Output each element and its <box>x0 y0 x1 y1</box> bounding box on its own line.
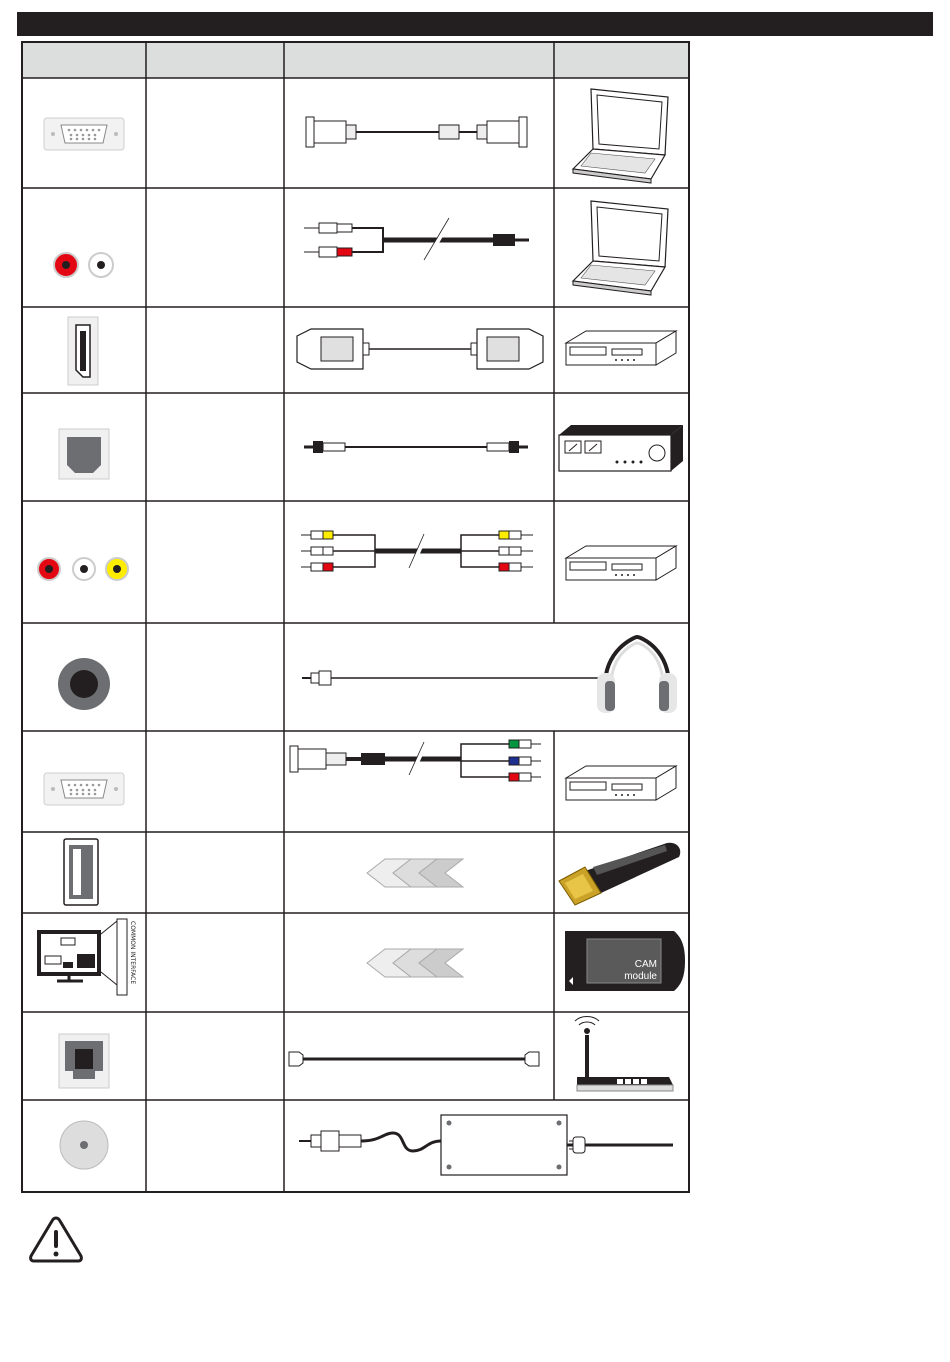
hdmi-port-icon <box>68 317 98 385</box>
insert-arrows-icon <box>367 949 463 977</box>
vga-port-icon <box>44 118 124 150</box>
tv-ci-slot-icon <box>37 919 136 995</box>
ethernet-port-icon <box>59 1034 109 1088</box>
ethernet-cable-icon <box>289 1052 539 1066</box>
dc-in-port-icon <box>60 1121 108 1169</box>
laptop-icon <box>573 201 668 295</box>
power-adapter-icon <box>299 1115 673 1175</box>
optical-cable-icon <box>304 441 528 453</box>
table-border <box>22 42 689 1192</box>
header-bar <box>17 12 933 36</box>
audio-rca-port-icon <box>54 253 113 277</box>
router-icon <box>575 1017 673 1092</box>
cam-label: CAM module <box>624 959 657 982</box>
dvd-player-icon <box>566 546 676 580</box>
headphone-jack-icon <box>58 658 110 710</box>
vga-to-component-cable-icon <box>290 740 541 781</box>
warning-icon <box>27 1214 85 1264</box>
hdmi-cable-icon <box>297 329 543 369</box>
connection-table <box>21 41 690 1193</box>
header-row <box>21 41 690 78</box>
rca-to-jack-cable-icon <box>304 218 529 261</box>
headphone-cable-icon <box>302 671 609 685</box>
dvd-player-icon <box>566 766 676 800</box>
composite-cable-icon <box>301 531 533 571</box>
laptop-icon <box>573 89 668 183</box>
optical-port-icon <box>59 429 109 479</box>
composite-rca-port-icon <box>38 558 128 580</box>
amplifier-icon <box>559 425 683 471</box>
usb-stick-icon <box>559 843 680 905</box>
headphones-icon <box>597 637 677 713</box>
vga-cable-icon <box>306 117 527 147</box>
insert-arrows-icon <box>367 859 463 887</box>
usb-port-icon <box>64 839 98 905</box>
svg-text:COMMON INTERFACE: COMMON INTERFACE <box>129 921 136 985</box>
vga-port-icon <box>44 773 124 805</box>
dvd-player-icon <box>566 331 676 365</box>
